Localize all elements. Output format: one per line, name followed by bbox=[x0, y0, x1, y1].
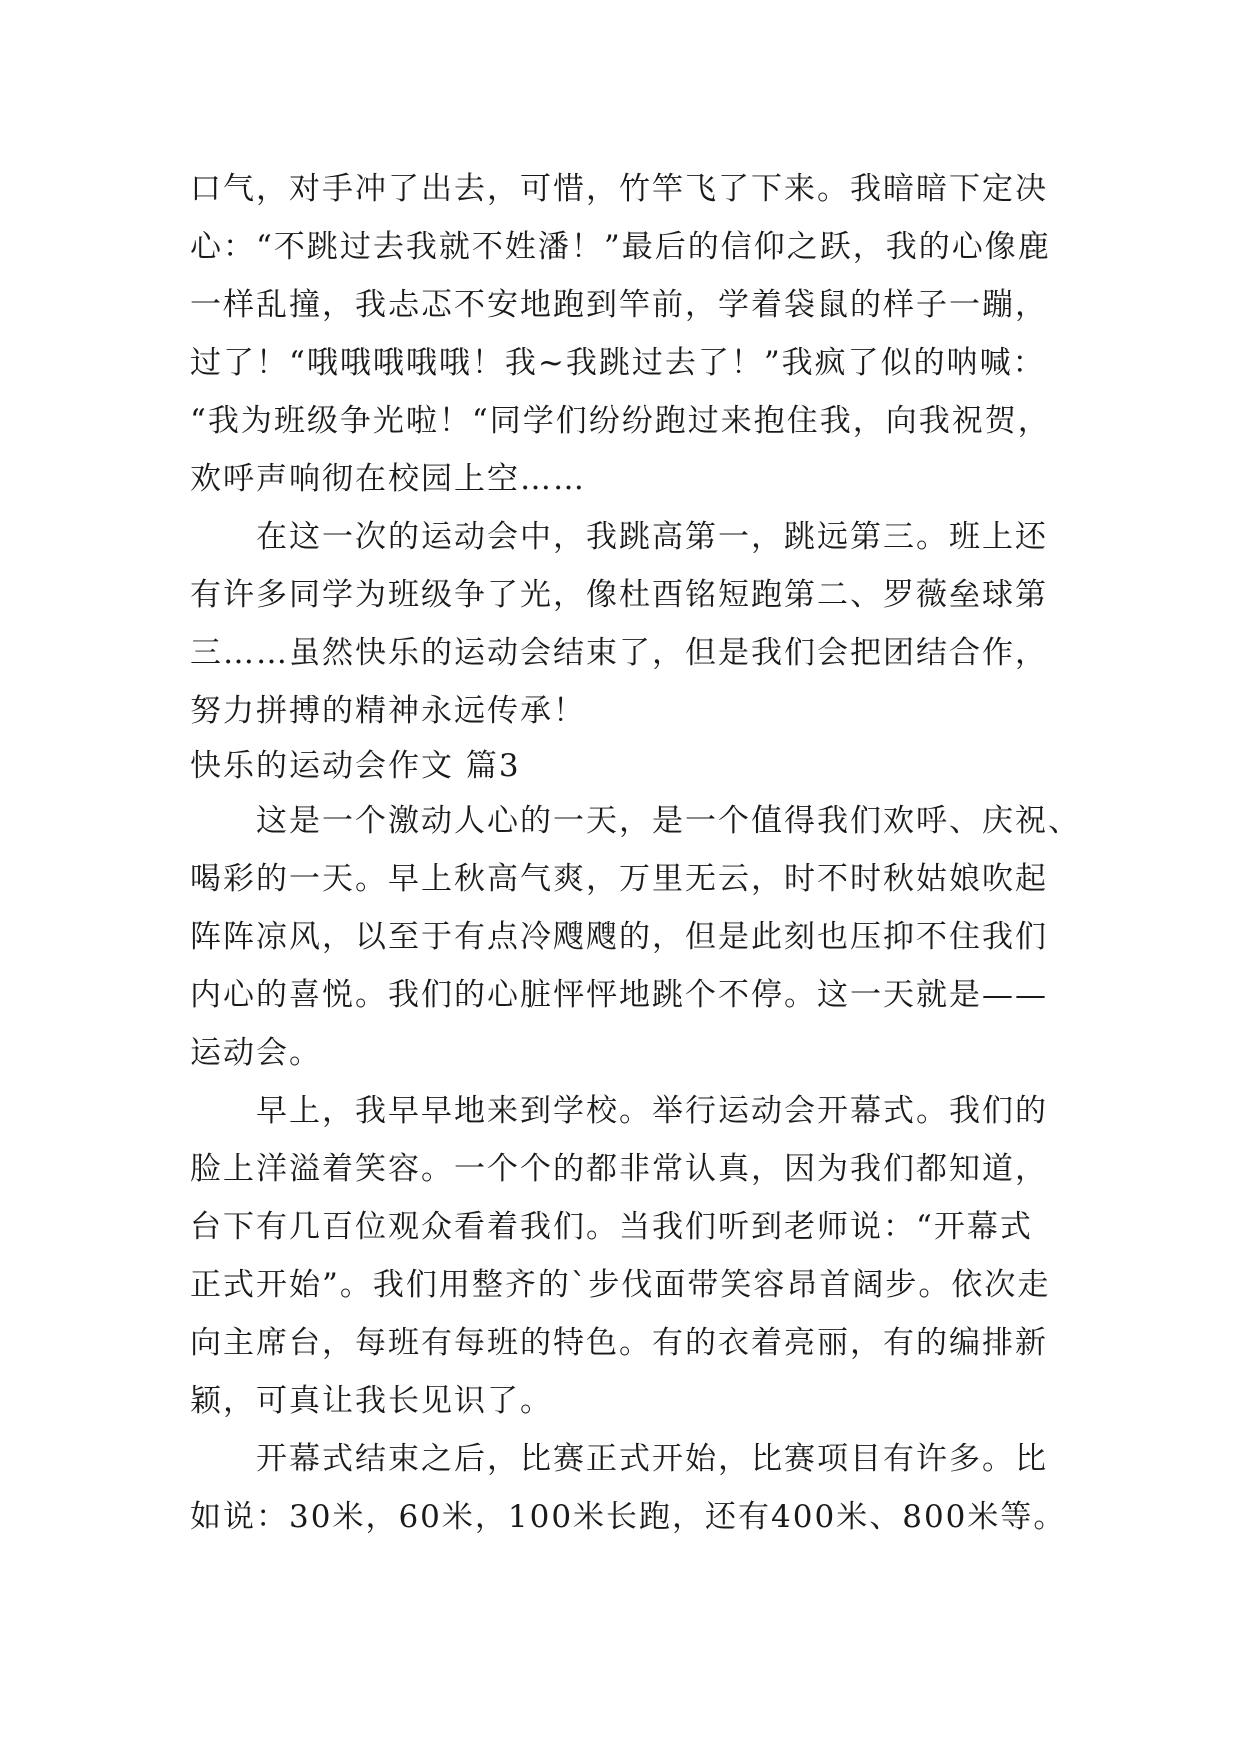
section-heading: 快乐的运动会作文 篇3 bbox=[190, 748, 521, 784]
text-line: 如说：30米，60米，100米长跑，还有400米、800米等。 bbox=[190, 1499, 1067, 1535]
text-line: 正式开始”。我们用整齐的`步伐面带笑容昂首阔步。依次走 bbox=[190, 1267, 1051, 1303]
text-line: 早上，我早早地来到学校。举行运动会开幕式。我们的 bbox=[256, 1093, 1048, 1129]
text-line: 内心的喜悦。我们的心脏怦怦地跳个不停。这一天就是—— bbox=[190, 977, 1048, 1013]
text-line: 过了！“哦哦哦哦哦！我~我跳过去了！”我疯了似的呐喊： bbox=[190, 345, 1046, 381]
text-line: 台下有几百位观众看着我们。当我们听到老师说：“开幕式 bbox=[190, 1209, 1033, 1245]
paragraph bbox=[190, 1082, 1070, 1430]
paragraph bbox=[190, 160, 1070, 508]
text-line: 脸上洋溢着笑容。一个个的都非常认真，因为我们都知道， bbox=[190, 1151, 1048, 1187]
text-line: 喝彩的一天。早上秋高气爽，万里无云，时不时秋姑娘吹起 bbox=[190, 861, 1048, 897]
document-body bbox=[190, 160, 1081, 1546]
text-line: 三……虽然快乐的运动会结束了，但是我们会把团结合作， bbox=[190, 635, 1048, 671]
text-line: 开幕式结束之后，比赛正式开始，比赛项目有许多。比 bbox=[256, 1441, 1048, 1477]
text-line: 运动会。 bbox=[190, 1035, 322, 1071]
text-line: “我为班级争光啦！“同学们纷纷跑过来抱住我，向我祝贺， bbox=[190, 403, 1051, 439]
paragraph bbox=[190, 508, 1070, 740]
text-line: 向主席台，每班有每班的特色。有的衣着亮丽，有的编排新 bbox=[190, 1325, 1048, 1361]
text-line: 努力拼搏的精神永远传承！ bbox=[190, 693, 586, 729]
paragraph bbox=[190, 792, 1081, 1082]
text-line: 心：“不跳过去我就不姓潘！”最后的信仰之跃，我的心像鹿 bbox=[190, 229, 1051, 265]
text-line: 口气，对手冲了出去，可惜，竹竿飞了下来。我暗暗下定决 bbox=[190, 171, 1048, 207]
text-line: 欢呼声响彻在校园上空…… bbox=[190, 461, 586, 497]
text-line: 在这一次的运动会中，我跳高第一，跳远第三。班上还 bbox=[256, 519, 1048, 555]
text-line: 颖，可真让我长见识了。 bbox=[190, 1383, 553, 1419]
paragraph bbox=[190, 1430, 1070, 1546]
text-line: 阵阵凉风，以至于有点冷飕飕的，但是此刻也压抑不住我们 bbox=[190, 919, 1048, 955]
text-line: 一样乱撞，我忐忑不安地跑到竿前，学着袋鼠的样子一蹦， bbox=[190, 287, 1048, 323]
text-line: 有许多同学为班级争了光，像杜酉铭短跑第二、罗薇垒球第 bbox=[190, 577, 1048, 613]
text-line: 这是一个激动人心的一天，是一个值得我们欢呼、庆祝、 bbox=[256, 803, 1081, 839]
